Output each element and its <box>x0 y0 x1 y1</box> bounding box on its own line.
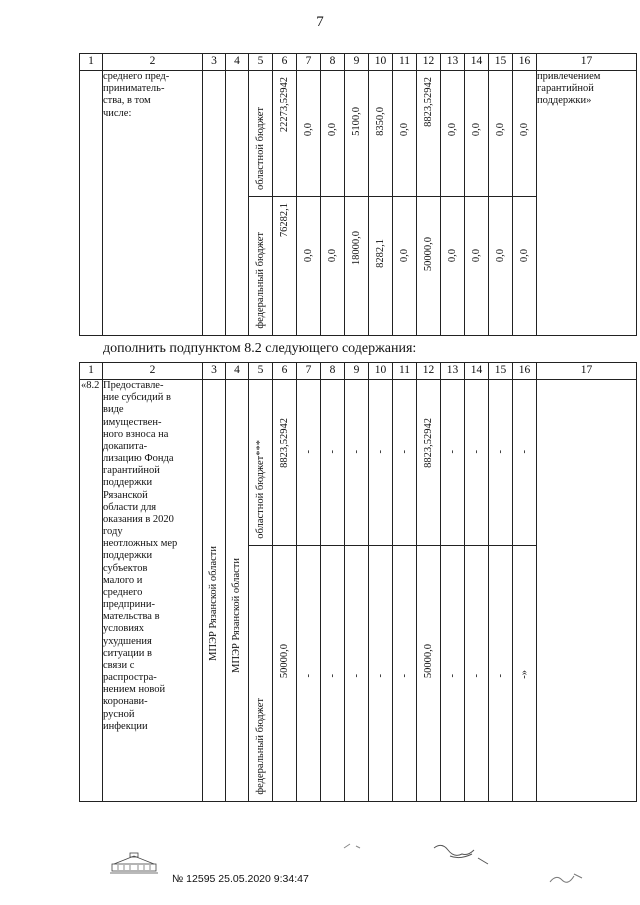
col-15-header: 15 <box>489 363 513 380</box>
col-12-header: 12 <box>417 54 441 71</box>
federal-budget-label: федеральный бюджет <box>254 232 266 329</box>
federal-value: - <box>494 674 506 678</box>
measure-description: среднего пред- приниматель- ства, в том числе: <box>103 71 203 336</box>
regional-value: - <box>470 450 482 454</box>
federal-value: 0,0 <box>470 249 482 263</box>
pen-mark-graphic <box>342 838 372 852</box>
regional-value: 8350,0 <box>374 107 386 136</box>
col-11-header: 11 <box>393 54 417 71</box>
note-cell: привлечением гарантийной поддержки» <box>537 71 637 336</box>
federal-value: 50000,0 <box>278 644 290 679</box>
col-1-header: 1 <box>80 54 103 71</box>
item-number: «8.2 <box>80 380 103 802</box>
regional-value: 8823,52942 <box>422 77 434 127</box>
federal-value: 18000,0 <box>350 231 362 266</box>
regional-value: 0,0 <box>494 123 506 137</box>
federal-value: 0,0 <box>518 249 530 263</box>
federal-value: 0,0 <box>398 249 410 263</box>
measure-description: Предоставле- ние субсидий в виде имуществен- ного взноса на докапита- лизацию Фонда гарантийной поддержки Рязанской области для оказания в 2020 году неотложных мер поддержки субъектов малого и среднего предприни- мательства в условиях ухудшения ситуации в связи с распростра- нением новой коронави- русной инфекции <box>103 380 203 802</box>
budget-table-2 <box>79 362 637 802</box>
executor-name: МПЭР Рязанской области <box>207 546 219 661</box>
regional-value: 0,0 <box>326 123 338 137</box>
col-10-header: 10 <box>369 54 393 71</box>
federal-value: - <box>446 674 458 678</box>
federal-value: - <box>326 674 338 678</box>
col-7-header: 7 <box>297 363 321 380</box>
regional-value: - <box>494 450 506 454</box>
regional-value: 0,0 <box>470 123 482 137</box>
col-17-header: 17 <box>537 363 637 380</box>
col-2-header: 2 <box>103 363 203 380</box>
federal-value: 0,0 <box>326 249 338 263</box>
regional-value: - <box>446 450 458 454</box>
regional-value: - <box>374 450 386 454</box>
co-executor-name: МПЭР Рязанской области <box>230 558 242 673</box>
col-9-header: 9 <box>345 363 369 380</box>
col-9-header: 9 <box>345 54 369 71</box>
col-16-header: 16 <box>513 363 537 380</box>
regional-budget-row <box>80 380 637 546</box>
col-6-header: 6 <box>273 54 297 71</box>
federal-budget-label: федеральный бюджет <box>254 698 266 795</box>
col-10-header: 10 <box>369 363 393 380</box>
col-17-header: 17 <box>537 54 637 71</box>
col-1-cell <box>80 71 103 336</box>
col-3-header: 3 <box>203 363 226 380</box>
col-16-header: 16 <box>513 54 537 71</box>
col-3-cell <box>203 71 226 336</box>
federal-value: 0,0 <box>446 249 458 263</box>
regional-value: 0,0 <box>398 123 410 137</box>
regional-value: 0,0 <box>446 123 458 137</box>
budget-table-1 <box>79 53 637 336</box>
col-4-cell <box>226 71 249 336</box>
federal-value: - <box>398 674 410 678</box>
federal-value: 50000,0 <box>422 237 434 272</box>
federal-value: - <box>302 674 314 678</box>
federal-value: 0,0 <box>494 249 506 263</box>
federal-value: - <box>470 674 482 678</box>
regional-value: 8823,52942 <box>422 418 434 468</box>
regional-value: 22273,52942 <box>278 77 290 133</box>
regional-value: 8823,52942 <box>278 418 290 468</box>
col-8-header: 8 <box>321 54 345 71</box>
col-13-header: 13 <box>441 54 465 71</box>
col-13-header: 13 <box>441 363 465 380</box>
col-4-header: 4 <box>226 363 249 380</box>
col-3-header: 3 <box>203 54 226 71</box>
pen-mark-graphic <box>548 868 588 888</box>
regional-value: - <box>302 450 314 454</box>
federal-value: - <box>350 674 362 678</box>
building-stamp-icon <box>108 852 160 874</box>
col-11-header: 11 <box>393 363 417 380</box>
regional-value: 0,0 <box>518 123 530 137</box>
document-registration-footer: № 12595 25.05.2020 9:34:47 <box>172 873 309 885</box>
regional-value: 0,0 <box>302 123 314 137</box>
col-2-header: 2 <box>103 54 203 71</box>
federal-value: - <box>374 674 386 678</box>
col-15-header: 15 <box>489 54 513 71</box>
col-14-header: 14 <box>465 363 489 380</box>
col-12-header: 12 <box>417 363 441 380</box>
regional-budget-label: областной бюджет*** <box>254 440 266 539</box>
note-cell <box>537 380 637 802</box>
col-4-header: 4 <box>226 54 249 71</box>
federal-value: -» <box>518 670 530 679</box>
regional-budget-label: областной бюджет <box>254 107 266 190</box>
amendment-caption: дополнить подпунктом 8.2 следующего содержания: <box>103 341 417 356</box>
page-number: 7 <box>316 14 324 30</box>
col-7-header: 7 <box>297 54 321 71</box>
regional-budget-row <box>80 71 637 197</box>
regional-value: - <box>398 450 410 454</box>
regional-value: - <box>326 450 338 454</box>
header-row <box>80 54 637 71</box>
col-5-header: 5 <box>249 54 273 71</box>
federal-value: 76282,1 <box>278 203 290 238</box>
col-1-header: 1 <box>80 363 103 380</box>
col-6-header: 6 <box>273 363 297 380</box>
pen-mark-graphic <box>430 838 500 868</box>
header-row <box>80 363 637 380</box>
federal-value: 0,0 <box>302 249 314 263</box>
regional-value: - <box>350 450 362 454</box>
col-14-header: 14 <box>465 54 489 71</box>
federal-value: 8282,1 <box>374 239 386 268</box>
regional-value: 5100,0 <box>350 107 362 136</box>
col-5-header: 5 <box>249 363 273 380</box>
regional-value: - <box>518 450 530 454</box>
col-8-header: 8 <box>321 363 345 380</box>
federal-value: 50000,0 <box>422 644 434 679</box>
